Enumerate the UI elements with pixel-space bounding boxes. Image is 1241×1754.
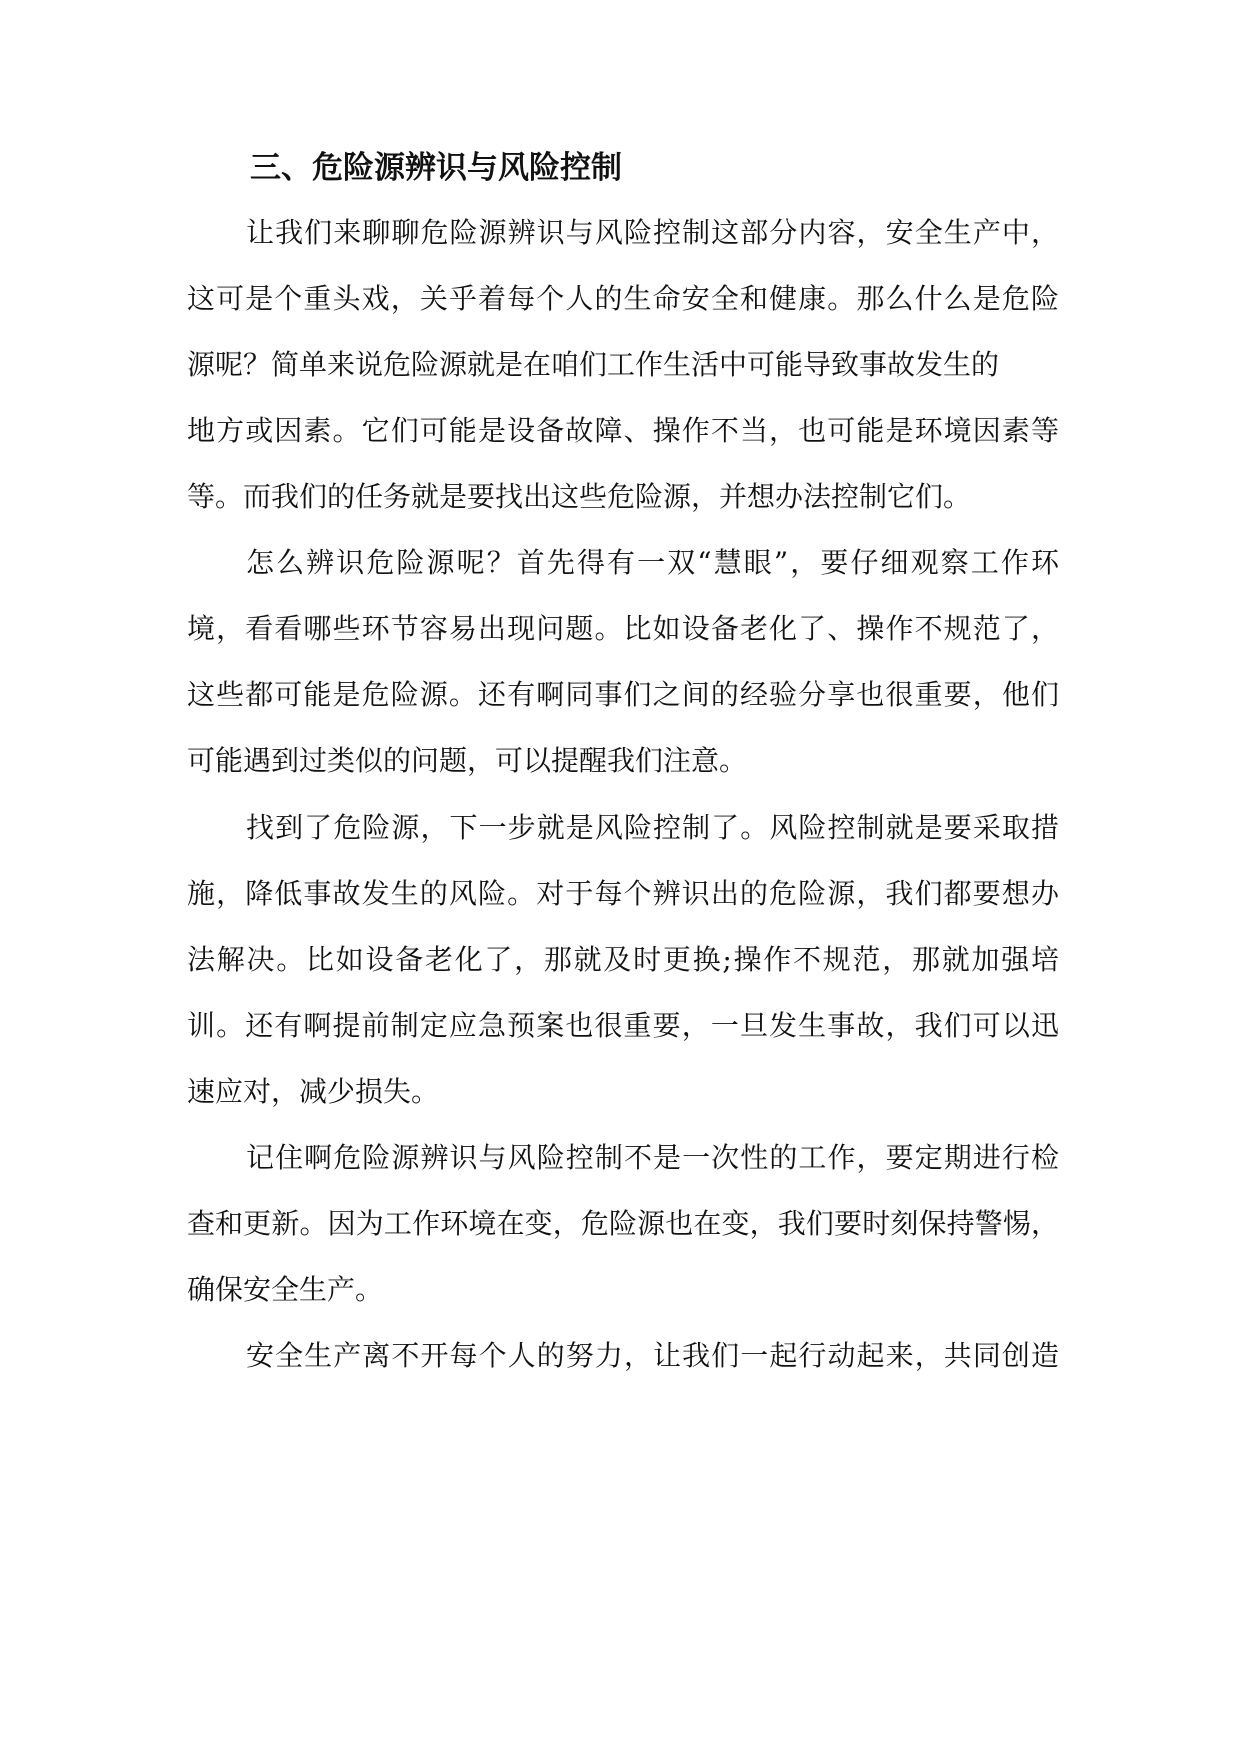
paragraph-4-line-2: 查和更新。因为工作环境在变，危险源也在变，我们要时刻保持警惕， [187, 1207, 1059, 1240]
paragraph-3-line-5: 速应对，减少损失。 [187, 1075, 440, 1108]
paragraph-5-line-1: 安全生产离不开每个人的努力，让我们一起行动起来，共同创造 [246, 1339, 1059, 1372]
paragraph-1-line-3: 源呢？简单来说危险源就是在咱们工作生活中可能导致事故发生的 [187, 348, 1000, 381]
paragraph-4-line-3: 确保安全生产。 [187, 1273, 384, 1306]
paragraph-3-line-3: 法解决。比如设备老化了，那就及时更换;操作不规范，那就加强培 [187, 943, 1059, 976]
paragraph-3-line-1: 找到了危险源，下一步就是风险控制了。风险控制就是要采取措 [246, 811, 1059, 844]
paragraph-1-line-5: 等。而我们的任务就是要找出这些危险源，并想办法控制它们。 [187, 480, 972, 513]
paragraph-1-line-2: 这可是个重头戏，关乎着每个人的生命安全和健康。那么什么是危险 [187, 282, 1059, 315]
paragraph-2-line-1: 怎么辨识危险源呢？首先得有一双“慧眼”，要仔细观察工作环 [246, 546, 1059, 579]
paragraph-2-line-4: 可能遇到过类似的问题，可以提醒我们注意。 [187, 744, 748, 777]
paragraph-2-line-3: 这些都可能是危险源。还有啊同事们之间的经验分享也很重要，他们 [187, 678, 1059, 711]
paragraph-3-line-2: 施，降低事故发生的风险。对于每个辨识出的危险源，我们都要想办 [187, 877, 1059, 910]
paragraph-3-line-4: 训。还有啊提前制定应急预案也很重要，一旦发生事故，我们可以迅 [187, 1009, 1059, 1042]
paragraph-1-line-1: 让我们来聊聊危险源辨识与风险控制这部分内容，安全生产中， [246, 216, 1059, 249]
section-heading: 三、危险源辨识与风险控制 [250, 150, 622, 186]
paragraph-4-line-1: 记住啊危险源辨识与风险控制不是一次性的工作，要定期进行检 [246, 1141, 1059, 1174]
paragraph-1-line-4: 地方或因素。它们可能是设备故障、操作不当，也可能是环境因素等 [187, 414, 1059, 447]
paragraph-2-line-2: 境，看看哪些环节容易出现问题。比如设备老化了、操作不规范了， [187, 612, 1059, 645]
